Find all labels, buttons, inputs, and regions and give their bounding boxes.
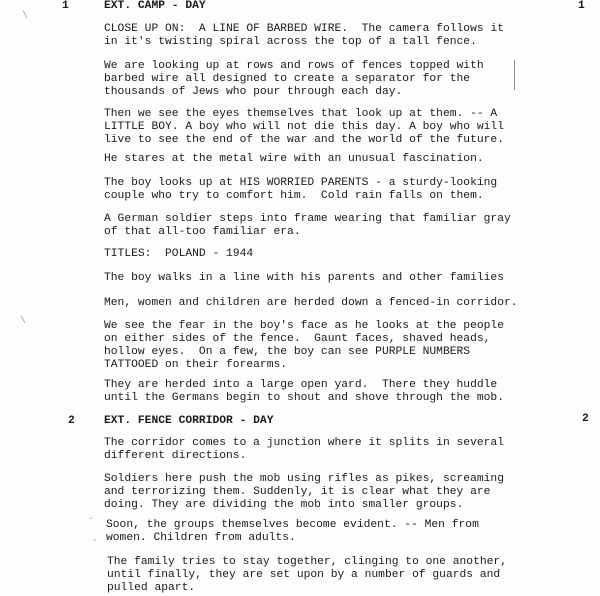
action-paragraph: He stares at the metal wire with an unusual fascination. bbox=[104, 153, 484, 165]
scene-number-right: 1 bbox=[578, 0, 585, 12]
scene-number-left: 1 bbox=[62, 0, 69, 12]
action-paragraph: The boy looks up at HIS WORRIED PARENTS - a sturdy-looking couple who try to comfort him. Cold rain falls on them. bbox=[104, 177, 498, 202]
action-paragraph: The family tries to stay together, clinging to one another, until finally, they are set upon by a number of guards and pulled apart. bbox=[107, 556, 507, 594]
scan-mark: - bbox=[88, 514, 95, 525]
action-paragraph: The corridor comes to a junction where it splits in several different directions. bbox=[104, 437, 504, 462]
action-paragraph: The boy walks in a line with his parents and other families bbox=[104, 272, 504, 284]
scan-mark: - bbox=[92, 536, 99, 547]
action-paragraph: A German soldier steps into frame wearing that familiar gray of that all-too familiar era. bbox=[104, 213, 511, 238]
action-paragraph: We are looking up at rows and rows of fences topped with barbed wire all designed to create a separator for the thousands of Jews who pour through each day. bbox=[104, 60, 484, 98]
action-paragraph: Soldiers here push the mob using rifles as pikes, screaming and terrorizing them. Suddenly, it is clear what they are doing. They are dividing the mob into smaller groups. bbox=[104, 473, 504, 511]
action-paragraph: They are herded into a large open yard. There they huddle until the Germans begin to shout and shove through the mob. bbox=[104, 379, 504, 404]
scan-mark: \ bbox=[20, 316, 27, 327]
action-paragraph: Then we see the eyes themselves that look up at them. -- A LITTLE BOY. A boy who will not die this day. A boy who will live to see the end of the war and the world of the future. bbox=[104, 108, 504, 146]
scan-mark: \ bbox=[22, 11, 29, 22]
scene-number-left: 2 bbox=[68, 415, 75, 427]
action-paragraph: Men, women and children are herded down a fenced-in corridor. bbox=[104, 297, 518, 309]
scene-number-right: 2 bbox=[582, 413, 589, 425]
scene-heading: EXT. CAMP - DAY bbox=[104, 0, 206, 12]
scene-heading: EXT. FENCE CORRIDOR - DAY bbox=[104, 415, 274, 427]
titles-line: TITLES: POLAND - 1944 bbox=[104, 248, 254, 260]
action-paragraph: We see the fear in the boy's face as he looks at the people on either sides of the fence. Gaunt faces, shaved heads, hollow eyes. On a few, the boy can see PURPLE NUMBERS TATTOOED on their forearms. bbox=[104, 320, 504, 371]
action-paragraph: CLOSE UP ON: A LINE OF BARBED WIRE. The camera follows it in it's twisting spiral across the top of a tall fence. bbox=[104, 23, 504, 48]
action-paragraph: Soon, the groups themselves become evident. -- Men from women. Children from adults. bbox=[106, 519, 479, 544]
